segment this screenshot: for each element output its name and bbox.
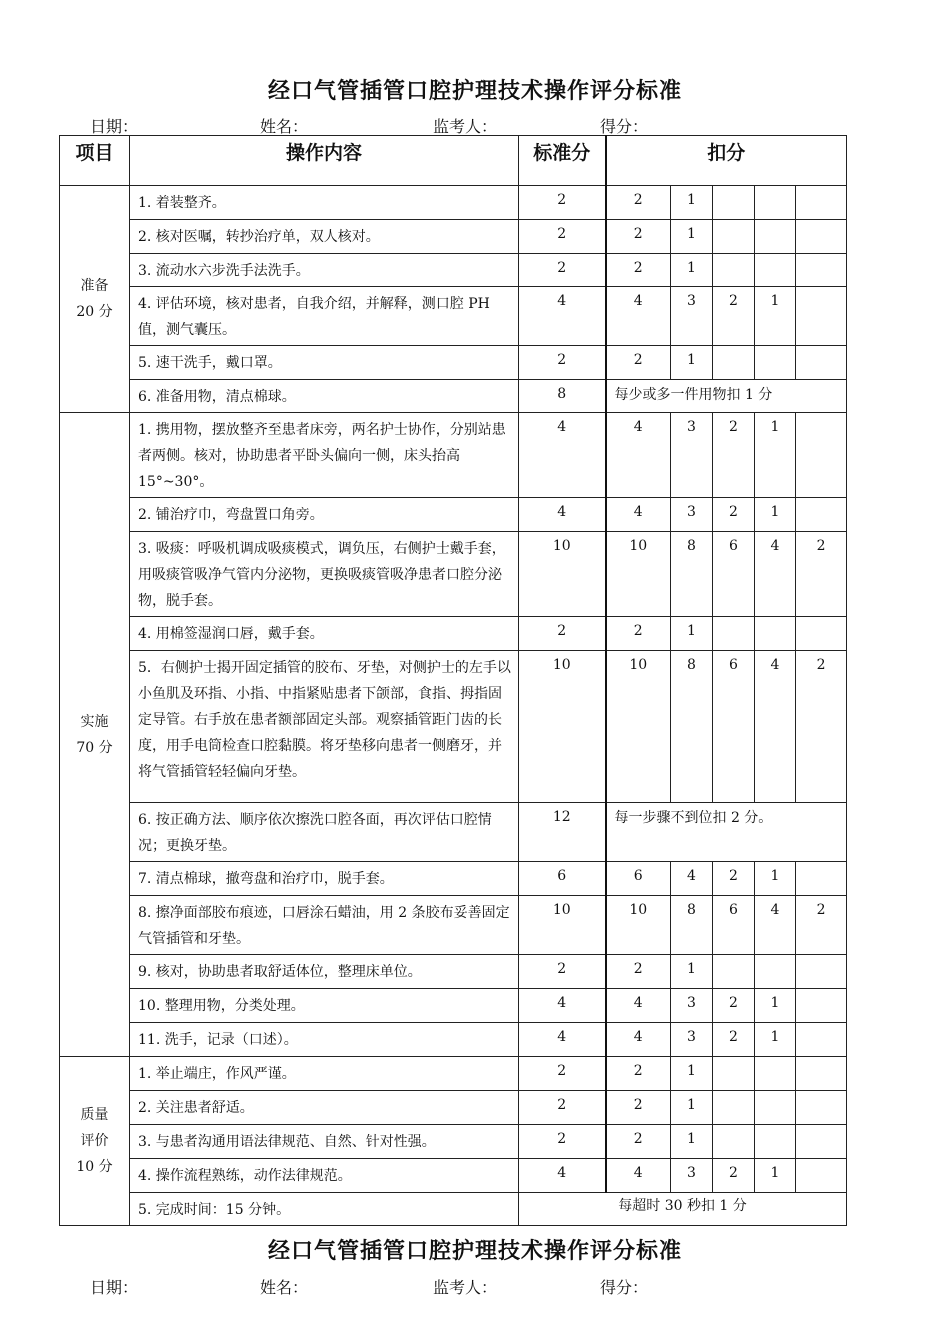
date-label: 日期： <box>90 117 139 136</box>
deduct-cell: 4 <box>606 287 671 346</box>
deduct-cell: 2 <box>796 651 847 803</box>
item-text: 4. 用棉签湿润口唇，戴手套。 <box>130 617 519 651</box>
deduct-cell: 3 <box>671 287 713 346</box>
deduct-cell: 8 <box>671 651 713 803</box>
standard-score: 4 <box>519 498 606 532</box>
table-row <box>60 1159 847 1193</box>
deduct-cell: 1 <box>671 346 713 380</box>
standard-score: 2 <box>519 346 606 380</box>
deduct-cell <box>796 346 847 380</box>
item-text: 7. 清点棉球，撤弯盘和治疗巾，脱手套。 <box>130 862 519 896</box>
table-row <box>60 380 847 413</box>
item-text: 6. 按正确方法、顺序依次擦洗口腔各面，再次评估口腔情况；更换牙垫。 <box>130 803 519 862</box>
item-text: 11. 洗手，记录（口述）。 <box>130 1023 519 1057</box>
name-label: 姓名： <box>260 1278 309 1297</box>
deduct-note: 每一步骤不到位扣 2 分。 <box>606 803 847 862</box>
deduct-cell: 2 <box>713 498 755 532</box>
item-text: 3. 流动水六步洗手法洗手。 <box>130 254 519 287</box>
deduct-cell: 2 <box>606 346 671 380</box>
item-text: 8. 擦净面部胶布痕迹，口唇涂石蜡油，用 2 条胶布妥善固定气管插管和牙垫。 <box>130 896 519 955</box>
deduct-cell <box>713 346 755 380</box>
section-implementation <box>60 413 130 1057</box>
deduct-cell <box>796 220 847 254</box>
deduct-cell: 1 <box>671 617 713 651</box>
section-label: 实施 <box>80 713 109 730</box>
deduct-cell: 1 <box>671 1125 713 1159</box>
standard-score: 2 <box>519 186 606 220</box>
deduct-cell <box>796 254 847 287</box>
name-label: 姓名： <box>260 117 309 136</box>
standard-score: 2 <box>519 955 606 989</box>
deduct-cell <box>755 1057 796 1091</box>
deduct-cell: 8 <box>671 896 713 955</box>
deduct-cell: 1 <box>755 989 796 1023</box>
deduct-cell <box>755 254 796 287</box>
deduct-cell: 2 <box>796 896 847 955</box>
item-text: 1. 携用物，摆放整齐至患者床旁，两名护士协作，分别站患者两侧。核对，协助患者平卧头偏向一侧，床头抬高 15°~30°。 <box>130 413 519 498</box>
section-label: 评价 <box>80 1133 109 1149</box>
deduct-cell: 1 <box>671 254 713 287</box>
deduct-cell <box>755 1125 796 1159</box>
item-text: 4. 操作流程熟练，动作法律规范。 <box>130 1159 519 1193</box>
deduct-cell <box>713 617 755 651</box>
deduct-cell: 6 <box>713 651 755 803</box>
table-row <box>60 651 847 803</box>
table-row <box>60 1057 847 1091</box>
item-text: 9. 核对，协助患者取舒适体位，整理床单位。 <box>130 955 519 989</box>
deduct-cell: 2 <box>606 617 671 651</box>
standard-score: 10 <box>519 532 606 617</box>
date-label: 日期： <box>90 1278 139 1297</box>
standard-score: 2 <box>519 617 606 651</box>
table-row <box>60 896 847 955</box>
deduct-cell <box>796 1091 847 1125</box>
deduct-cell <box>755 186 796 220</box>
table-row <box>60 862 847 896</box>
deduct-cell: 2 <box>606 1125 671 1159</box>
page-title-repeat: 经口气管插管口腔护理技术操作评分标准 <box>267 1239 682 1264</box>
deduct-cell <box>713 186 755 220</box>
table-row <box>60 1125 847 1159</box>
deduct-cell: 2 <box>606 1057 671 1091</box>
deduct-cell: 10 <box>606 651 671 803</box>
item-text: 5. 完成时间：15 分钟。 <box>130 1193 519 1226</box>
deduct-cell: 3 <box>671 1159 713 1193</box>
item-text: 1. 着装整齐。 <box>130 186 519 220</box>
deduct-cell <box>713 220 755 254</box>
deduct-cell: 1 <box>671 955 713 989</box>
deduct-cell: 2 <box>713 989 755 1023</box>
deduct-cell: 4 <box>606 413 671 498</box>
deduct-cell: 2 <box>796 532 847 617</box>
deduct-cell <box>713 1091 755 1125</box>
table-row <box>60 413 847 498</box>
deduct-cell: 1 <box>671 186 713 220</box>
standard-score: 2 <box>519 254 606 287</box>
deduct-cell: 1 <box>755 287 796 346</box>
section-score: 20 分 <box>76 304 113 320</box>
deduct-cell: 10 <box>606 896 671 955</box>
section-score: 10 分 <box>76 1159 113 1175</box>
standard-score: 4 <box>519 1159 606 1193</box>
deduct-cell: 4 <box>606 989 671 1023</box>
deduct-cell <box>796 186 847 220</box>
item-text: 5. 速干洗手，戴口罩。 <box>130 346 519 380</box>
table-row <box>60 498 847 532</box>
deduct-cell: 4 <box>671 862 713 896</box>
deduct-cell: 2 <box>713 413 755 498</box>
score-label: 得分： <box>600 1278 649 1297</box>
deduct-cell: 2 <box>713 862 755 896</box>
table-row <box>60 186 847 220</box>
deduct-cell: 2 <box>606 1091 671 1125</box>
deduct-cell: 1 <box>671 220 713 254</box>
deduct-cell <box>713 955 755 989</box>
deduct-cell <box>755 955 796 989</box>
standard-score: 6 <box>519 862 606 896</box>
table-row <box>60 346 847 380</box>
deduct-cell: 1 <box>755 498 796 532</box>
deduct-cell <box>796 955 847 989</box>
deduct-cell: 6 <box>713 896 755 955</box>
item-text: 3. 吸痰：呼吸机调成吸痰模式，调负压，右侧护士戴手套，用吸痰管吸净气管内分泌物，更换吸痰管吸净患者口腔分泌物，脱手套。 <box>130 532 519 617</box>
deduct-cell: 2 <box>606 186 671 220</box>
examiner-label: 监考人： <box>433 117 498 136</box>
deduct-cell: 3 <box>671 498 713 532</box>
deduct-cell: 4 <box>755 651 796 803</box>
section-label: 质量 <box>80 1107 109 1123</box>
deduct-cell <box>796 862 847 896</box>
item-text: 1. 举止端庄，作风严谨。 <box>130 1057 519 1091</box>
standard-score: 4 <box>519 989 606 1023</box>
deduct-cell <box>713 254 755 287</box>
table-row <box>60 989 847 1023</box>
header-standard: 标准分 <box>519 136 606 186</box>
deduct-cell <box>796 413 847 498</box>
item-text: 2. 铺治疗巾，弯盘置口角旁。 <box>130 498 519 532</box>
deduct-cell: 3 <box>671 1023 713 1057</box>
deduct-cell <box>796 1057 847 1091</box>
table-row <box>60 617 847 651</box>
standard-score: 12 <box>519 803 606 862</box>
table-row <box>60 287 847 346</box>
standard-score: 2 <box>519 220 606 254</box>
deduct-cell: 2 <box>713 287 755 346</box>
item-text: 2. 核对医嘱，转抄治疗单，双人核对。 <box>130 220 519 254</box>
deduct-cell <box>796 1023 847 1057</box>
page-title: 经口气管插管口腔护理技术操作评分标准 <box>267 79 682 104</box>
deduct-cell: 6 <box>606 862 671 896</box>
standard-score: 10 <box>519 896 606 955</box>
deduct-cell <box>755 617 796 651</box>
deduct-cell: 2 <box>606 955 671 989</box>
deduct-cell <box>796 1159 847 1193</box>
deduct-cell: 2 <box>713 1023 755 1057</box>
score-label: 得分： <box>600 117 649 136</box>
scoring-table <box>59 135 847 1226</box>
deduct-cell: 2 <box>606 254 671 287</box>
deduct-cell: 1 <box>755 413 796 498</box>
standard-score: 4 <box>519 413 606 498</box>
deduct-cell <box>796 989 847 1023</box>
header-item: 项目 <box>60 136 130 186</box>
deduct-cell: 4 <box>755 532 796 617</box>
standard-score: 2 <box>519 1091 606 1125</box>
item-text: 5．右侧护士揭开固定插管的胶布、牙垫，对侧护士的左手以小鱼肌及环指、小指、中指紧贴患者下颌部，食指、拇指固定导管。右手放在患者额部固定头部。观察插管距门齿的长度，用手电筒检查口腔黏膜。将牙垫移向患者一侧磨牙，并将气管插管轻轻偏向牙垫。 <box>130 651 519 803</box>
deduct-cell <box>796 617 847 651</box>
item-text: 10. 整理用物，分类处理。 <box>130 989 519 1023</box>
exam-meta-row <box>0 114 950 136</box>
header-row <box>60 136 847 186</box>
standard-score: 8 <box>519 380 606 413</box>
item-text: 2. 关注患者舒适。 <box>130 1091 519 1125</box>
section-prep <box>60 186 130 413</box>
table-row <box>60 803 847 862</box>
deduct-cell: 1 <box>755 1023 796 1057</box>
deduct-cell: 10 <box>606 532 671 617</box>
table-row <box>60 1193 847 1226</box>
deduct-cell: 1 <box>755 862 796 896</box>
deduct-cell <box>796 498 847 532</box>
item-text: 6. 准备用物，清点棉球。 <box>130 380 519 413</box>
deduct-cell: 4 <box>755 896 796 955</box>
section-score: 70 分 <box>76 739 113 756</box>
deduct-cell <box>755 346 796 380</box>
standard-score: 4 <box>519 1023 606 1057</box>
header-content: 操作内容 <box>130 136 519 186</box>
deduct-note: 每超时 30 秒扣 1 分 <box>519 1193 847 1226</box>
deduct-cell: 3 <box>671 989 713 1023</box>
deduct-cell: 4 <box>606 498 671 532</box>
deduct-cell: 2 <box>606 220 671 254</box>
table-row <box>60 1091 847 1125</box>
deduct-cell <box>713 1057 755 1091</box>
table-row <box>60 254 847 287</box>
standard-score: 2 <box>519 1125 606 1159</box>
deduct-cell: 1 <box>671 1057 713 1091</box>
deduct-cell: 1 <box>755 1159 796 1193</box>
deduct-cell: 4 <box>606 1023 671 1057</box>
standard-score: 10 <box>519 651 606 803</box>
item-text: 4. 评估环境，核对患者，自我介绍，并解释，测口腔 PH 值，测气囊压。 <box>130 287 519 346</box>
deduct-cell <box>796 287 847 346</box>
deduct-cell: 2 <box>713 1159 755 1193</box>
table-row <box>60 1023 847 1057</box>
deduct-cell <box>755 1091 796 1125</box>
deduct-cell: 1 <box>671 1091 713 1125</box>
deduct-cell: 6 <box>713 532 755 617</box>
standard-score: 4 <box>519 287 606 346</box>
header-deduct: 扣分 <box>606 136 847 186</box>
table-row <box>60 532 847 617</box>
standard-score: 2 <box>519 1057 606 1091</box>
deduct-cell <box>796 1125 847 1159</box>
deduct-cell <box>755 220 796 254</box>
table-row <box>60 220 847 254</box>
deduct-note: 每少或多一件用物扣 1 分 <box>606 380 847 413</box>
deduct-cell <box>713 1125 755 1159</box>
deduct-cell: 4 <box>606 1159 671 1193</box>
examiner-label: 监考人： <box>433 1278 498 1297</box>
exam-meta-row-repeat <box>0 1275 950 1297</box>
section-quality <box>60 1057 130 1226</box>
item-text: 3. 与患者沟通用语法律规范、自然、针对性强。 <box>130 1125 519 1159</box>
table-row <box>60 955 847 989</box>
deduct-cell: 8 <box>671 532 713 617</box>
section-label: 准备 <box>80 278 109 294</box>
deduct-cell: 3 <box>671 413 713 498</box>
